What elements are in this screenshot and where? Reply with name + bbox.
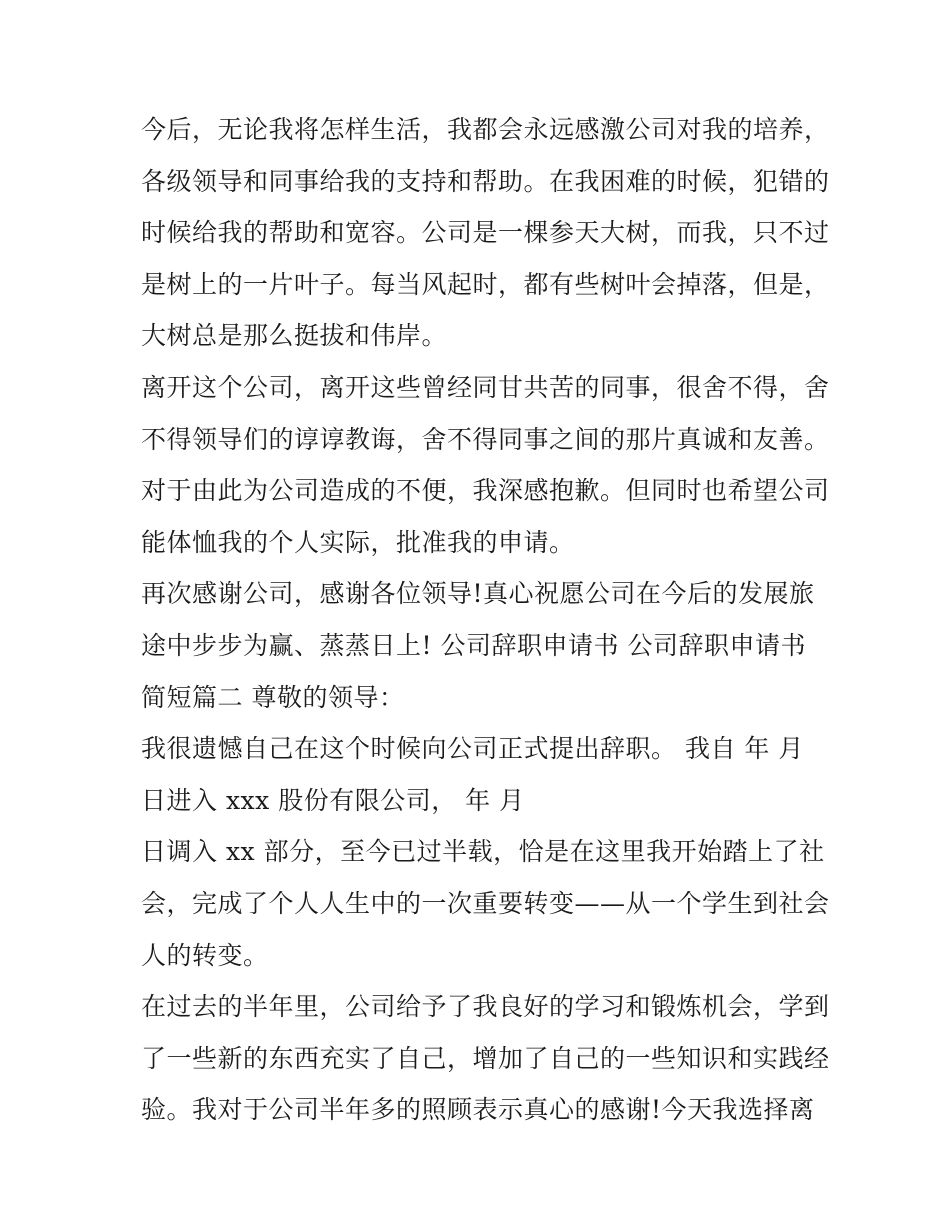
text-line: 大树总是那么挺拔和伟岸。 (141, 321, 448, 351)
text-line: 人的转变。 (141, 940, 269, 970)
text-line: 今后，无论我将怎样生活，我都会永远感激公司对我的培养， (141, 115, 830, 144)
text-line: 能体恤我的个人实际，批准我的申请。 (141, 527, 575, 557)
text-line: 在过去的半年里，公司给予了我良好的学习和锻炼机会，学到 (141, 992, 830, 1022)
text-line: 不得领导们的谆谆教诲，舍不得同事之间的那片真诚和友善。 (141, 424, 830, 454)
text-line: 我很遗憾自己在这个时候向公司正式提出辞职。 我自 年 月 (141, 734, 804, 764)
text-line: 离开这个公司，离开这些曾经同甘共苦的同事，很舍不得，舍 (141, 372, 830, 402)
text-line: 日调入 xx 部分，至今已过半载，恰是在这里我开始踏上了社 (141, 837, 825, 867)
text-line: 了一些新的东西充实了自己，增加了自己的一些知识和实践经 (141, 1043, 830, 1073)
text-line: 是树上的一片叶子。每当风起时，都有些树叶会掉落，但是， (141, 269, 830, 299)
text-line: 会，完成了个人人生中的一次重要转变——从一个学生到社会 (141, 888, 830, 918)
text-line: 途中步步为赢、蒸蒸日上! 公司辞职申请书 公司辞职申请书 (141, 630, 806, 660)
text-line: 各级领导和同事给我的支持和帮助。在我困难的时候，犯错的 (141, 166, 830, 196)
text-line: 日进入 xxx 股份有限公司， 年 月 (141, 785, 525, 815)
text-line: 对于由此为公司造成的不便，我深感抱歉。但同时也希望公司 (141, 476, 830, 506)
text-line: 再次感谢公司，感谢各位领导!真心祝愿公司在今后的发展旅 (141, 579, 815, 609)
text-line: 时候给我的帮助和宽容。公司是一棵参天大树，而我，只不过 (141, 218, 830, 248)
document-body (141, 104, 830, 1136)
text-line: 验。我对于公司半年多的照顾表示真心的感谢!今天我选择离 (141, 1095, 815, 1125)
text-line: 简短篇二 尊敬的领导： (141, 682, 405, 712)
